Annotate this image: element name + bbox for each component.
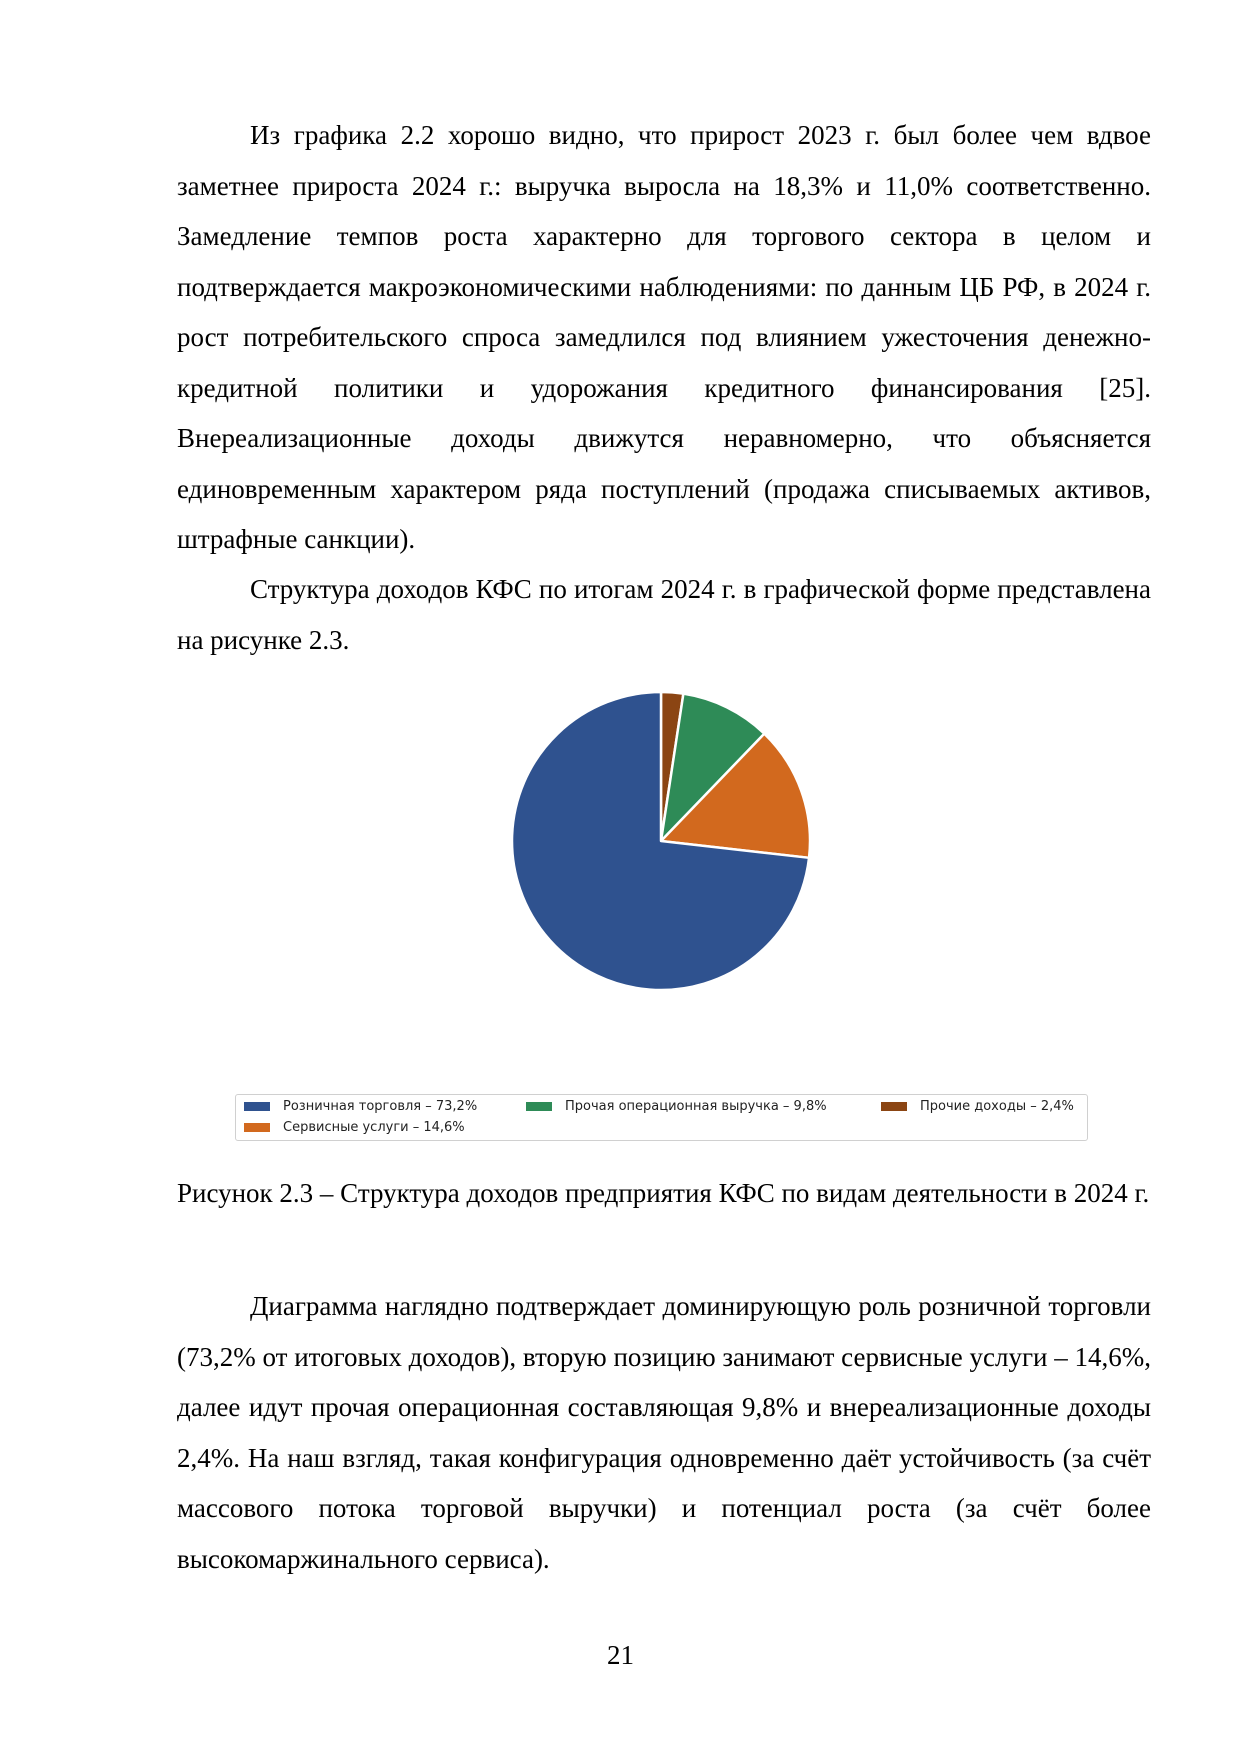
figure-caption — [177, 1168, 1151, 1219]
legend-swatch — [244, 1102, 270, 1111]
legend-swatch — [526, 1102, 552, 1111]
legend-swatch — [244, 1123, 270, 1132]
legend-label: Прочие доходы – 2,4% — [920, 1099, 1074, 1114]
paragraph-text: Из графика 2.2 хорошо видно, что прирост 2023 г. был более чем вдвое заметнее прироста 2024 г.: выручка выросла на 18,3% и 11,0% соответственно. Замедление темпов роста характерно для торгового сектора в целом и подтверждается макроэкономическими наблюдениями: по данным ЦБ РФ, в 2024 г. рост потребительского спроса замедлился под влиянием ужесточения денежно-кредитной политики и удорожания кредитного финансирования [25]. Внереализационные доходы движутся неравномерно, что объясняется единовременным характером ряда поступлений (продажа списываемых активов, штрафные санкции). — [177, 120, 1151, 554]
legend-label: Сервисные услуги – 14,6% — [283, 1120, 465, 1135]
legend-item-retail — [244, 1099, 477, 1114]
paragraph-text: Структура доходов КФС по итогам 2024 г. в графической форме представлена на рисунке 2.3. — [177, 574, 1151, 655]
paragraph-text: Диаграмма наглядно подтверждает доминирующую роль розничной торговли (73,2% от итоговых доходов), вторую позицию занимают сервисные услуги – 14,6%, далее идут прочая операционная составляющая 9,8% и внереализационные доходы 2,4%. На наш взгляд, такая конфигурация одновременно даёт устойчивость (за счёт массового потока торговой выручки) и потенциал роста (за счёт более высокомаржинального сервиса). — [177, 1291, 1151, 1574]
paragraph-conclusion — [177, 1281, 1151, 1584]
legend-swatch — [881, 1102, 907, 1111]
legend-item-other-income — [881, 1099, 1074, 1114]
page-number: 21 — [607, 1640, 634, 1670]
legend-item-services — [244, 1120, 465, 1135]
pie-chart — [0, 680, 1241, 1150]
chart-legend — [235, 1094, 1088, 1141]
legend-label: Розничная торговля – 73,2% — [283, 1099, 478, 1114]
paragraph-growth — [177, 110, 1151, 565]
legend-item-other-operating — [526, 1099, 827, 1114]
paragraph-structure-intro — [177, 564, 1151, 665]
caption-text: Рисунок 2.3 – Структура доходов предприятия КФС по видам деятельности в 2024 г. — [177, 1178, 1150, 1208]
legend-label: Прочая операционная выручка – 9,8% — [565, 1099, 827, 1114]
